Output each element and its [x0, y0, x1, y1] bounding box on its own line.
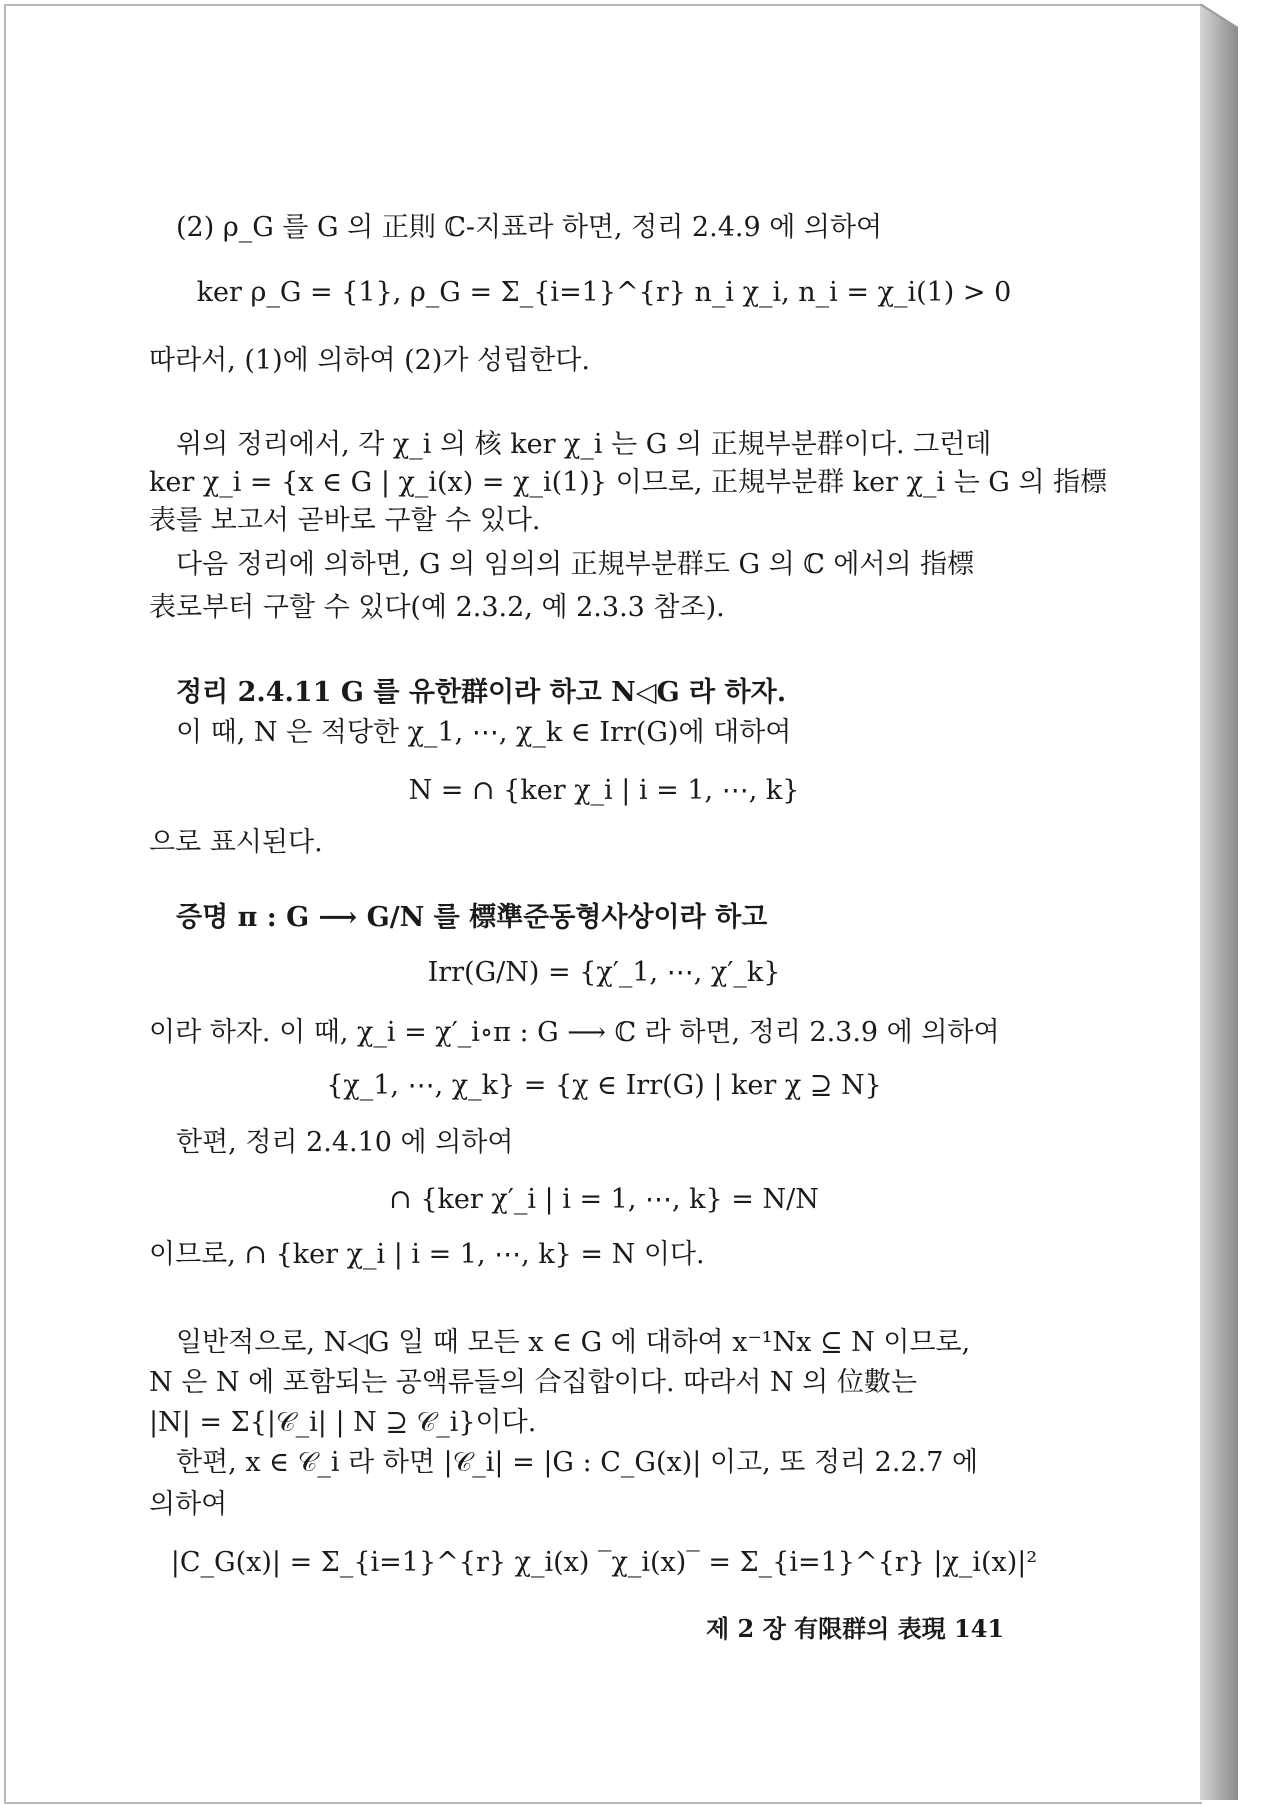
display-equation: Irr(G/N) = {χ′_1, ⋯, χ′_k} [427, 957, 781, 988]
text-line: 이므로, ∩ {ker χ_i | i = 1, ⋯, k} = N 이다. [149, 1239, 705, 1270]
text-line: 의하여 [149, 1489, 228, 1520]
text-line: 다음 정리에 의하면, G 의 임의의 正規부분群도 G 의 ℂ 에서의 指標 [176, 549, 975, 580]
text-line: 증명 π : G ⟶ G/N 를 標準준동형사상이라 하고 [176, 902, 768, 933]
text-line: N 은 N 에 포함되는 공액류들의 合집합이다. 따라서 N 의 位數는 [149, 1367, 917, 1398]
text-line: 으로 표시된다. [149, 827, 323, 858]
text-line: 따라서, (1)에 의하여 (2)가 성립한다. [149, 345, 590, 376]
text-line: 일반적으로, N◁G 일 때 모든 x ∈ G 에 대하여 x⁻¹Nx ⊆ N 이므로, [176, 1327, 971, 1358]
display-equation: N = ∩ {ker χ_i | i = 1, ⋯, k} [408, 775, 800, 806]
text-line: (2) ρ_G 를 G 의 正則 ℂ-지표라 하면, 정리 2.4.9 에 의하여 [176, 212, 883, 243]
display-equation: ∩ {ker χ′_i | i = 1, ⋯, k} = N/N [389, 1184, 819, 1215]
text-line: 表로부터 구할 수 있다(예 2.3.2, 예 2.3.3 참조). [149, 592, 725, 623]
text-line: ker χ_i = {x ∈ G | χ_i(x) = χ_i(1)} 이므로, 正規부분群 ker χ_i 는 G 의 指標 [149, 467, 1108, 498]
text-line: 한편, 정리 2.4.10 에 의하여 [176, 1127, 514, 1158]
text-line: 정리 2.4.11 G 를 유한群이라 하고 N◁G 라 하자. [176, 677, 787, 708]
text-line: 이 때, N 은 적당한 χ_1, ⋯, χ_k ∈ Irr(G)에 대하여 [176, 717, 792, 748]
text-line: 表를 보고서 곧바로 구할 수 있다. [149, 505, 541, 536]
text-line: 이라 하자. 이 때, χ_i = χ′_i∘π : G ⟶ ℂ 라 하면, 정리 2.3.9 에 의하여 [149, 1017, 1000, 1048]
text-line: |N| = Σ{|𝒞_i| | N ⊇ 𝒞_i}이다. [149, 1407, 537, 1438]
display-equation: {χ_1, ⋯, χ_k} = {χ ∈ Irr(G) | ker χ ⊇ N} [326, 1070, 882, 1101]
text-line: 한편, x ∈ 𝒞_i 라 하면 |𝒞_i| = |G : C_G(x)| 이고, 또 정리 2.2.7 에 [176, 1447, 979, 1478]
text-line: 위의 정리에서, 각 χ_i 의 核 ker χ_i 는 G 의 正規부분群이다. 그런데 [176, 429, 992, 460]
page-edge-shadow [1200, 4, 1244, 1800]
display-equation: ker ρ_G = {1}, ρ_G = Σ_{i=1}^{r} n_i χ_i, n_i = χ_i(1) > 0 [196, 277, 1012, 308]
book-page [4, 4, 1202, 1804]
page-footer: 제 2 장 有限群의 表現 141 [706, 1614, 1005, 1643]
display-equation: |C_G(x)| = Σ_{i=1}^{r} χ_i(x) ‾χ_i(x)‾ = Σ_{i=1}^{r} |χ_i(x)|² [170, 1547, 1038, 1578]
